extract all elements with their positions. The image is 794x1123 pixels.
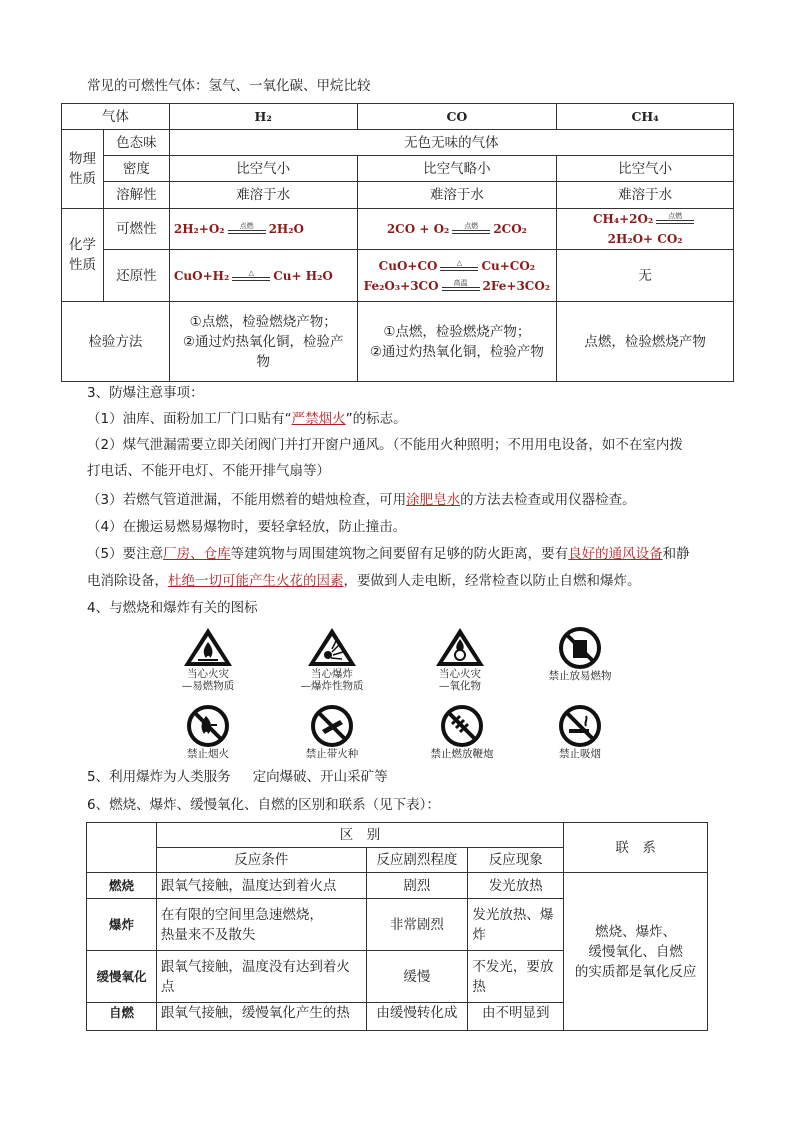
section3-p5-line1: （5）要注意厂房、仓库等建筑物与周围建筑物之间要留有足够的防火距离，要有良好的通风设备和静 [87,546,690,562]
oxidation-table [86,822,708,1031]
highlight-sparks: 杜绝一切可能产生火花的因素 [168,573,344,589]
row-deg: 非常剧烈 [366,899,468,951]
reaction-arrow [442,279,480,293]
test-co-line2: ②通过灼热氧化铜，检验产物 [369,343,544,360]
no-fire-icon [168,704,248,760]
row-name: 自燃 [87,1003,157,1031]
header-co: CO [357,104,557,130]
red-co1-left: CuO+CO [378,258,438,273]
row-phen: 由不明显到 [468,1003,564,1031]
oxidizer-warning-icon [420,626,500,692]
icon-caption: 当心火灾 [439,668,481,680]
solubility-h2: 难溶于水 [169,182,357,209]
section3-p2-line2: 打电话、不能开电灯、不能开排气扇等） [87,463,330,479]
physical-label [62,130,104,209]
section5-title: 5、利用爆炸为人类服务 [87,769,231,785]
highlight-no-fire: 严禁烟火 [291,411,346,427]
no-kindling-icon [290,704,374,760]
explosive-warning-icon [290,626,374,692]
highlight-buildings: 厂房、仓库 [163,546,231,562]
row-name: 缓慢氧化 [87,951,157,1003]
header-diff: 区 别 [156,823,563,848]
color-label: 色态味 [103,130,169,156]
header-gas: 气体 [62,104,170,130]
comb-h2-right: 2H₂O [268,222,304,236]
section3-p4: （4）在搬运易燃易爆物时，要轻拿轻放，防止撞击。 [87,519,407,535]
header-relation: 联 系 [564,823,708,873]
no-flammable-storage-icon [532,626,628,682]
icon-caption: 禁止放易燃物 [548,670,612,682]
icon-caption: —氧化物 [439,680,481,692]
arrow-cond: 点燃 [239,222,254,230]
row-deg: 缓慢 [366,951,468,1003]
icon-caption: —爆炸性物质 [300,680,364,692]
comb-h2 [169,209,357,250]
test-h2-line2: ②通过灼热氧化铜，检验产物 [182,333,344,370]
red-co2-right: 2Fe+3CO₂ [482,278,551,293]
red-h2 [169,250,357,302]
solubility-co: 难溶于水 [357,182,557,209]
solubility-label: 溶解性 [103,182,169,209]
highlight-ventilation: 良好的通风设备 [568,546,663,562]
combustibility-label: 可燃性 [103,209,169,250]
comb-ch4 [557,209,734,250]
row-name: 爆炸 [87,899,157,951]
flammable-warning-icon [168,626,248,692]
col-phenomenon: 反应现象 [468,848,564,873]
color-value: 无色无味的气体 [169,130,733,156]
section3-title: 3、防爆注意事项： [87,385,204,401]
intro-text: 常见的可燃性气体：氢气、一氧化碳、甲烷比较 [87,78,371,94]
gas-comparison-table [61,103,734,382]
header-ch4: CH₄ [557,104,734,130]
test-co [357,302,557,382]
relation-cell [564,873,708,1031]
col-condition: 反应条件 [156,848,366,873]
density-ch4: 比空气小 [557,156,734,182]
test-h2 [169,302,357,382]
comb-ch4-right: 2H₂O+ CO₂ [607,232,683,246]
col-degree: 反应剧烈程度 [366,848,468,873]
red-h2-right: Cu+ H₂O [273,268,333,283]
reaction-arrow [656,212,694,226]
solubility-ch4: 难溶于水 [557,182,734,209]
comb-co-right: 2CO₂ [493,222,527,236]
row-cond: 跟氧气接触，温度没有达到着火 点 [156,951,366,1003]
reaction-arrow [228,222,266,236]
relation-line1: 燃烧、爆炸、 [595,923,677,940]
test-h2-line1: ①点燃，检验燃烧产物； [189,313,337,330]
no-smoking-icon [540,704,620,760]
red-ch4: 无 [557,250,734,302]
section3-p2-line1: （2）煤气泄漏需要立即关闭阀门并打开窗户通风。（不能用火种照明；不用用电设备，如不在室内拨 [87,437,683,453]
icon-caption: —易燃物质 [181,680,235,692]
row-deg: 剧烈 [366,873,468,899]
row-cond: 在有限的空间里急速燃烧， 热量来不及散失 [156,899,366,951]
arrow-cond: 点燃 [668,212,683,220]
row-cond: 跟氧气接触，缓慢氧化产生的热 [156,1003,366,1031]
icon-caption: 禁止吸烟 [559,748,601,760]
icon-caption: 禁止燃放鞭炮 [430,748,494,760]
section3-p1: （1）油库、面粉加工厂门口贴有“严禁烟火”的标志。 [87,411,407,427]
icon-caption: 当心火灾 [187,668,229,680]
reaction-arrow: △ [232,269,270,283]
row-phen: 发光放热、爆 炸 [468,899,564,951]
comb-h2-left: 2H₂+O₂ [173,222,225,236]
density-h2: 比空气小 [169,156,357,182]
icon-caption: 禁止带火种 [305,748,359,760]
icon-caption: 当心爆炸 [311,668,353,680]
row-deg: 由缓慢转化成 [366,1003,468,1031]
reaction-arrow [452,222,490,236]
red-co2-left: Fe₂O₃+3CO [363,278,439,293]
section5 [87,767,388,787]
section3-p5-line2: 电消除设备，杜绝一切可能产生火花的因素，要做到人走电断，经常检查以防止自燃和爆炸。 [87,573,641,589]
section3-p3: （3）若燃气管道泄漏，不能用燃着的蜡烛检查，可用涂肥皂水的方法去检查或用仪器检查。 [87,492,636,508]
test-label: 检验方法 [62,302,170,382]
reaction-arrow: △ [440,259,478,273]
icon-caption: 禁止烟火 [187,748,229,760]
comb-co [357,209,557,250]
comb-co-left: 2CO + O₂ [386,222,450,236]
relation-line3: 的实质都是氧化反应 [574,963,697,980]
red-co1-right: Cu+CO₂ [481,258,536,273]
section5-text: 定向爆破、开山采矿等 [252,769,388,785]
red-co [357,250,557,302]
test-ch4: 点燃，检验燃烧产物 [557,302,734,382]
chemical-label-text: 化学性质 [68,237,96,273]
density-label: 密度 [103,156,169,182]
row-cond: 跟氧气接触，温度达到着火点 [156,873,366,899]
highlight-soap-water: 涂肥皂水 [406,492,461,508]
comb-ch4-left: CH₄+2O₂ [592,212,654,226]
row-name: 燃烧 [87,873,157,899]
section6-title: 6、燃烧、爆炸、缓慢氧化、自燃的区别和联系（见下表）： [87,797,440,813]
section4-title: 4、与燃烧和爆炸有关的图标 [87,600,258,616]
test-co-line1: ①点燃，检验燃烧产物； [383,323,531,340]
arrow-cond: 高温 [453,278,468,287]
relation-line2: 缓慢氧化、自燃 [588,943,683,960]
red-h2-left: CuO+H₂ [173,268,230,283]
physical-label-text: 物理性质 [68,151,96,187]
row-phen: 不发光，要放 热 [468,951,564,1003]
chemical-label [62,209,104,302]
density-co: 比空气略小 [357,156,557,182]
reducibility-label: 还原性 [103,250,169,302]
no-firecrackers-icon [414,704,510,760]
header-h2: H₂ [169,104,357,130]
arrow-cond: 点燃 [464,222,479,230]
row-phen: 发光放热 [468,873,564,899]
